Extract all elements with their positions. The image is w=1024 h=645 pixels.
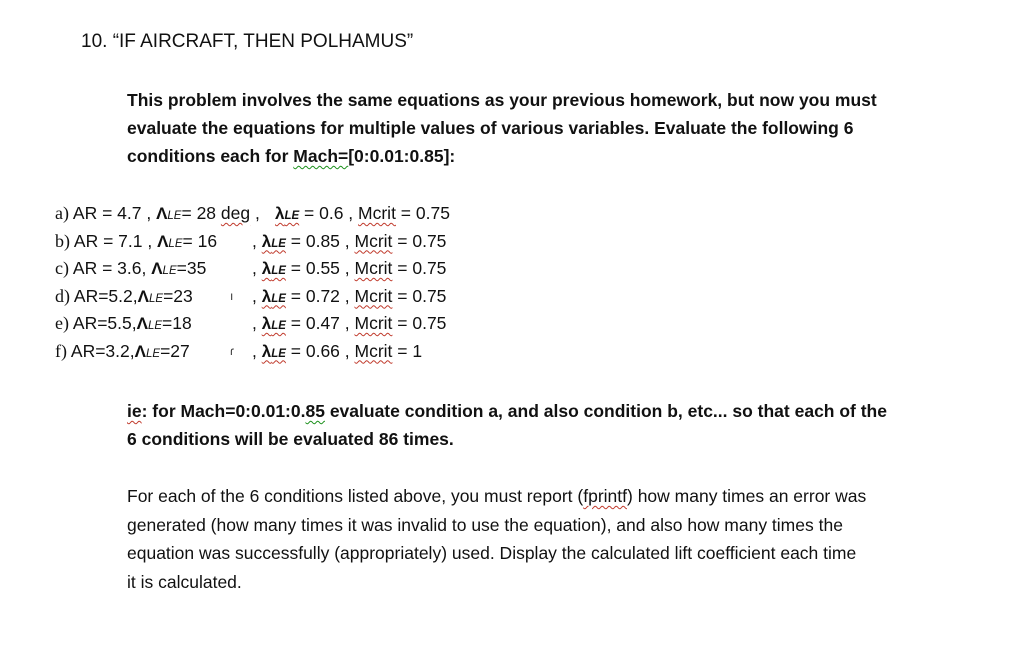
mcrit-value: = 0.75: [395, 203, 450, 223]
sweep-symbol: Λ: [134, 341, 146, 361]
sweep-value: =35: [176, 258, 207, 278]
problem-intro: [127, 86, 957, 170]
sweep-symbol: Λ: [157, 231, 169, 251]
taper-glyph: λ: [261, 314, 272, 333]
stray-mark: ɾ: [230, 343, 234, 358]
intro-line: [127, 142, 957, 170]
intro-line-text: conditions each for: [127, 146, 294, 166]
condition-letter: b): [55, 230, 70, 251]
le-subscript: LE: [271, 347, 286, 360]
taper-glyph: λ: [261, 286, 272, 306]
sweep-value: = 16: [182, 230, 218, 251]
report-line: equation was successfully (appropriately) used. Display the calculated lift coefficient each time: [127, 543, 857, 563]
sweep-value: =27: [160, 340, 190, 361]
taper-value: = 0.66 ,: [285, 340, 355, 361]
fprintf-word: fprintf: [583, 486, 627, 506]
condition-letter: c): [55, 258, 69, 278]
le-subscript: LE: [168, 237, 183, 250]
ie-line: [127, 397, 887, 425]
condition-letter: e): [55, 313, 69, 333]
sweep-symbol: Λ: [156, 204, 168, 223]
le-subscript: LE: [284, 210, 300, 222]
condition-letter: a): [55, 203, 69, 223]
aspect-ratio: AR=3.2,: [70, 340, 135, 361]
taper-symbol: [275, 204, 299, 223]
condition-left: [55, 338, 190, 369]
problem-title: 10. “IF AIRCRAFT, THEN POLHAMUS”: [81, 31, 414, 52]
taper-symbol: [262, 232, 286, 251]
report-line: generated (how many times it was invalid to use the equation), and also how many times the: [127, 514, 843, 535]
condition-right: [275, 200, 450, 231]
taper-symbol: [262, 342, 286, 361]
taper-symbol: [262, 259, 286, 278]
sweep-separator: ,: [250, 203, 260, 223]
le-subscript: LE: [148, 292, 164, 305]
mcrit-value: = 0.75: [392, 230, 447, 251]
taper-glyph: λ: [261, 259, 272, 278]
report-line: [127, 482, 866, 511]
condition-right: , λLE = 0.72 , Mcrit = 0.75: [252, 285, 447, 306]
aspect-ratio: AR = 3.6,: [72, 258, 152, 278]
sweep-value: =23: [163, 285, 193, 306]
sweep-value: = 28: [181, 203, 221, 223]
mcrit-value: = 0.75: [392, 285, 447, 306]
condition-letter: f): [55, 340, 67, 361]
condition-left: [55, 255, 206, 286]
ie-flag: 85: [305, 401, 325, 421]
report-text: For each of the 6 conditions listed above, you must report (: [127, 486, 584, 506]
deg-word: deg: [220, 203, 251, 223]
condition-left: [55, 228, 217, 259]
ie-text: : for Mach=0:0.01:0.: [141, 401, 306, 421]
le-subscript: LE: [162, 265, 177, 277]
report-text: ) how many times an error was: [627, 486, 867, 506]
aspect-ratio: AR = 4.7 ,: [72, 203, 157, 223]
ie-text: evaluate condition a, and also condition b, etc... so that each of the: [324, 401, 887, 421]
report-line: it is calculated.: [127, 571, 242, 592]
aspect-ratio: AR=5.2,: [73, 285, 138, 306]
aspect-ratio: AR=5.5,: [72, 313, 137, 333]
le-subscript: LE: [271, 237, 286, 250]
taper-symbol: [262, 287, 286, 306]
le-subscript: LE: [145, 347, 161, 360]
condition-right: , λLE = 0.66 , Mcrit = 1: [252, 340, 423, 361]
condition-left: [55, 310, 192, 341]
condition-left: [55, 283, 193, 314]
taper-glyph: λ: [275, 204, 285, 223]
taper-value: = 0.6 ,: [299, 203, 359, 223]
sweep-value: =18: [162, 313, 192, 333]
le-subscript: LE: [271, 320, 286, 332]
mcrit-label: Mcrit: [354, 258, 393, 278]
condition-right: , λLE = 0.47 , Mcrit = 0.75: [252, 313, 447, 333]
taper-glyph: λ: [261, 231, 272, 251]
mcrit-label: Mcrit: [354, 340, 393, 361]
mach-spell-flag: Mach=: [293, 146, 349, 166]
condition-letter: d): [55, 285, 70, 306]
mcrit-label: Mcrit: [354, 230, 393, 251]
le-subscript: LE: [271, 265, 286, 277]
condition-right: , λLE = 0.85 , Mcrit = 0.75: [252, 230, 447, 251]
mcrit-label: Mcrit: [358, 203, 396, 223]
mcrit-value: = 1: [392, 340, 423, 361]
sweep-symbol: Λ: [137, 286, 149, 306]
taper-symbol: [262, 314, 286, 333]
ie-line: 6 conditions will be evaluated 86 times.: [127, 429, 454, 449]
taper-value: = 0.55 ,: [285, 258, 355, 278]
taper-value: = 0.72 ,: [285, 285, 355, 306]
mcrit-label: Mcrit: [354, 285, 393, 306]
sweep-symbol: Λ: [136, 314, 148, 333]
mcrit-value: = 0.75: [392, 313, 447, 333]
le-subscript: LE: [271, 292, 286, 305]
le-subscript: LE: [167, 210, 182, 222]
stray-mark: ı: [230, 288, 234, 303]
condition-left: [55, 200, 260, 231]
taper-glyph: λ: [261, 341, 272, 361]
mach-range: [0:0.01:0.85]:: [348, 146, 456, 166]
sweep-symbol: Λ: [151, 259, 163, 278]
le-subscript: LE: [147, 320, 163, 332]
aspect-ratio: AR = 7.1 ,: [73, 230, 158, 251]
condition-right: , λLE = 0.55 , Mcrit = 0.75: [252, 258, 447, 278]
report-instructions: [127, 482, 866, 596]
ie-word: ie: [127, 401, 142, 421]
taper-value: = 0.47 ,: [285, 313, 355, 333]
mcrit-value: = 0.75: [392, 258, 447, 278]
taper-value: = 0.85 ,: [285, 230, 355, 251]
mcrit-label: Mcrit: [354, 313, 393, 333]
intro-line: evaluate the equations for multiple values of various variables. Evaluate the following 6: [127, 118, 854, 138]
intro-line: This problem involves the same equations as your previous homework, but now you must: [127, 90, 877, 110]
ie-note: [127, 397, 887, 453]
